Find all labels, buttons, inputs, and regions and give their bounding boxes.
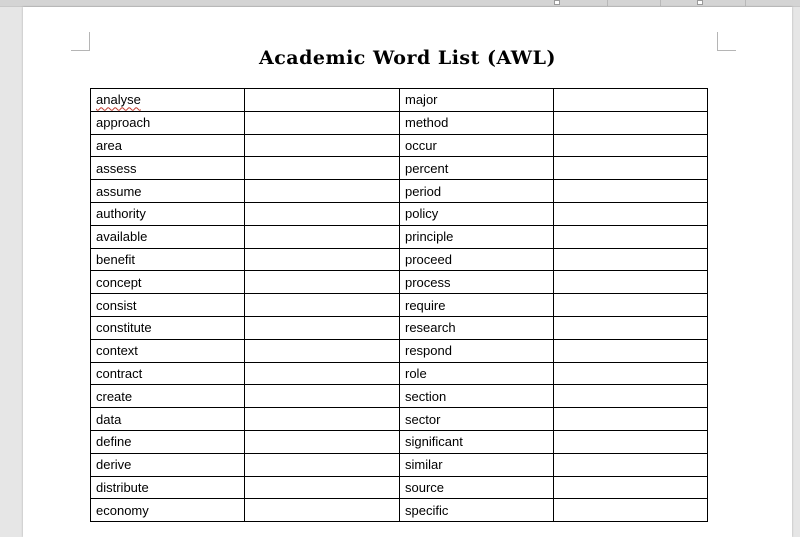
word-cell[interactable]: [400, 316, 554, 339]
word-text: period: [405, 183, 442, 199]
word-text: economy: [96, 502, 149, 518]
blank-cell[interactable]: [245, 180, 400, 203]
word-text: require: [405, 297, 446, 313]
table-row: [91, 362, 708, 385]
blank-cell[interactable]: [245, 385, 400, 408]
blank-cell[interactable]: [554, 385, 708, 408]
word-cell[interactable]: [91, 248, 245, 271]
word-text: assess: [96, 160, 137, 176]
blank-cell[interactable]: [245, 339, 400, 362]
word-cell[interactable]: [91, 202, 245, 225]
word-text: benefit: [96, 251, 136, 267]
word-list-table[interactable]: [90, 88, 708, 522]
word-text: significant: [405, 434, 463, 450]
blank-cell[interactable]: [245, 499, 400, 522]
word-text: available: [96, 229, 148, 245]
word-cell[interactable]: [91, 430, 245, 453]
word-cell[interactable]: [400, 476, 554, 499]
blank-cell[interactable]: [245, 134, 400, 157]
blank-cell[interactable]: [554, 430, 708, 453]
word-text: major: [405, 92, 438, 108]
word-cell[interactable]: [91, 362, 245, 385]
word-text: contract: [96, 365, 143, 381]
blank-cell[interactable]: [554, 111, 708, 134]
blank-cell[interactable]: [245, 202, 400, 225]
table-row: [91, 476, 708, 499]
table-row: [91, 111, 708, 134]
blank-cell[interactable]: [554, 339, 708, 362]
table-row: [91, 180, 708, 203]
blank-cell[interactable]: [554, 476, 708, 499]
blank-cell[interactable]: [554, 157, 708, 180]
word-text: proceed: [405, 251, 452, 267]
ruler-tick: [607, 0, 608, 6]
word-cell[interactable]: [91, 453, 245, 476]
table-row: [91, 271, 708, 294]
word-text: source: [405, 479, 445, 495]
word-cell[interactable]: [91, 180, 245, 203]
word-text: specific: [405, 502, 449, 518]
word-cell[interactable]: [400, 271, 554, 294]
word-cell[interactable]: [91, 89, 245, 112]
word-cell[interactable]: [400, 248, 554, 271]
word-cell[interactable]: [400, 111, 554, 134]
blank-cell[interactable]: [245, 316, 400, 339]
word-cell[interactable]: [91, 408, 245, 431]
blank-cell[interactable]: [554, 408, 708, 431]
blank-cell[interactable]: [245, 157, 400, 180]
table-row: [91, 225, 708, 248]
blank-cell[interactable]: [554, 225, 708, 248]
word-cell[interactable]: [91, 499, 245, 522]
word-cell[interactable]: [91, 339, 245, 362]
table-row: [91, 430, 708, 453]
word-text: derive: [96, 457, 132, 473]
table-row: [91, 408, 708, 431]
word-text: process: [405, 274, 451, 290]
word-cell[interactable]: [91, 271, 245, 294]
blank-cell[interactable]: [554, 316, 708, 339]
document-title[interactable]: Academic Word List (AWL): [258, 47, 556, 69]
word-text: principle: [405, 229, 454, 245]
word-cell[interactable]: [400, 294, 554, 317]
blank-cell[interactable]: [245, 408, 400, 431]
blank-cell[interactable]: [245, 89, 400, 112]
blank-cell[interactable]: [554, 294, 708, 317]
word-text: consist: [96, 297, 137, 313]
word-cell[interactable]: [91, 225, 245, 248]
table-row: [91, 499, 708, 522]
ruler-margin-marker[interactable]: [554, 0, 560, 5]
table-row: [91, 134, 708, 157]
word-text: constitute: [96, 320, 152, 336]
blank-cell[interactable]: [245, 430, 400, 453]
ruler-tick: [745, 0, 746, 6]
ruler-tick: [660, 0, 661, 6]
word-text: data: [96, 411, 122, 427]
blank-cell[interactable]: [554, 180, 708, 203]
word-text: assume: [96, 183, 142, 199]
word-cell[interactable]: [91, 157, 245, 180]
word-cell[interactable]: [400, 339, 554, 362]
word-cell[interactable]: [91, 385, 245, 408]
blank-cell[interactable]: [554, 271, 708, 294]
table-row: [91, 385, 708, 408]
word-cell[interactable]: [400, 202, 554, 225]
word-cell[interactable]: [91, 111, 245, 134]
word-text: percent: [405, 160, 449, 176]
word-cell[interactable]: [91, 476, 245, 499]
word-cell[interactable]: [91, 294, 245, 317]
word-text: policy: [405, 206, 439, 222]
table-row: [91, 248, 708, 271]
word-cell[interactable]: [400, 362, 554, 385]
blank-cell[interactable]: [245, 225, 400, 248]
word-cell[interactable]: [400, 385, 554, 408]
word-text: distribute: [96, 479, 149, 495]
word-text: analyse: [96, 92, 141, 108]
blank-cell[interactable]: [245, 271, 400, 294]
table-row: [91, 339, 708, 362]
word-text: area: [96, 137, 123, 153]
word-cell[interactable]: [91, 134, 245, 157]
blank-cell[interactable]: [245, 362, 400, 385]
word-cell[interactable]: [400, 89, 554, 112]
word-text: similar: [405, 457, 443, 473]
word-text: research: [405, 320, 456, 336]
blank-cell[interactable]: [245, 476, 400, 499]
horizontal-ruler[interactable]: [0, 0, 800, 7]
word-text: authority: [96, 206, 146, 222]
blank-cell[interactable]: [245, 453, 400, 476]
table-row: [91, 294, 708, 317]
table-row: [91, 453, 708, 476]
table-row: [91, 316, 708, 339]
word-text: respond: [405, 343, 452, 359]
word-text: concept: [96, 274, 142, 290]
blank-cell[interactable]: [554, 362, 708, 385]
word-text: occur: [405, 137, 437, 153]
document-page[interactable]: [23, 7, 792, 537]
table-row: [91, 157, 708, 180]
word-text: define: [96, 434, 132, 450]
word-cell[interactable]: [400, 225, 554, 248]
word-cell[interactable]: [400, 157, 554, 180]
word-text: section: [405, 388, 447, 404]
blank-cell[interactable]: [554, 499, 708, 522]
word-cell[interactable]: [400, 499, 554, 522]
blank-cell[interactable]: [245, 294, 400, 317]
word-text: approach: [96, 115, 151, 131]
word-text: context: [96, 343, 138, 359]
blank-cell[interactable]: [245, 248, 400, 271]
blank-cell[interactable]: [554, 134, 708, 157]
word-text: method: [405, 115, 449, 131]
word-cell[interactable]: [400, 180, 554, 203]
word-cell[interactable]: [400, 430, 554, 453]
blank-cell[interactable]: [245, 111, 400, 134]
word-cell[interactable]: [400, 453, 554, 476]
blank-cell[interactable]: [554, 89, 708, 112]
word-cell[interactable]: [91, 316, 245, 339]
blank-cell[interactable]: [554, 202, 708, 225]
table-row: [91, 202, 708, 225]
word-cell[interactable]: [400, 134, 554, 157]
word-text: create: [96, 388, 133, 404]
word-text: sector: [405, 411, 441, 427]
blank-cell[interactable]: [554, 453, 708, 476]
table-row: [91, 89, 708, 112]
word-cell[interactable]: [400, 408, 554, 431]
blank-cell[interactable]: [554, 248, 708, 271]
word-text: role: [405, 365, 427, 381]
ruler-indent-marker[interactable]: [697, 0, 703, 5]
